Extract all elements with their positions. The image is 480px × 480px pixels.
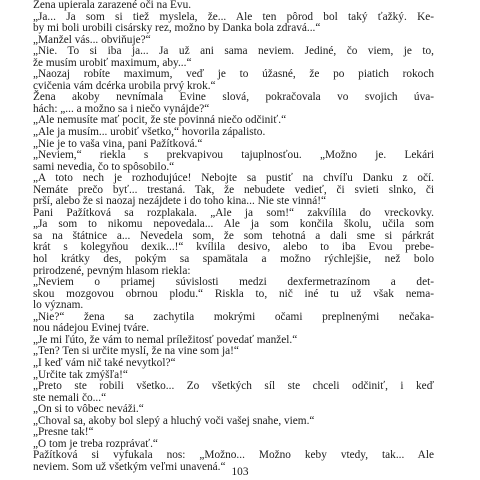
text-line: „Ja... Ja som si tiež myslela, že... Ale ten pôrod bol taký ťažký. Ke-: [33, 10, 434, 23]
text-line: Pani Pažítková sa rozplakala. „Ale ja som!“ zakvílila do vreckovky.: [33, 206, 434, 219]
text-line: hol krátky des, pokým sa spamätala a možno rýchlejšie, než bolo: [33, 253, 434, 266]
text-line: sa na štátnice a... Nevedela som, že som tehotná a dali sme si párkrát: [33, 229, 434, 242]
text-line: cvičenia vám dcérka urobila prvý krok.“: [33, 79, 216, 92]
text-line: lo význam.: [33, 299, 84, 312]
text-line: „O tom je treba rozprávať.“: [33, 437, 158, 450]
text-line: „Nie. To si iba ja... Ja už ani sama neviem. Jediné, čo viem, je to,: [33, 45, 434, 58]
text-line: „On si to vôbec neváži.“: [33, 403, 144, 416]
text-line: „Ale ja musím... urobiť všetko,“ hovorila zápalisto.: [33, 126, 266, 139]
text-line: „Ale nemusíte mať pocit, že ste povinná niečo odčiniť.“: [33, 114, 287, 127]
text-line: skou mozgovou obrnou plodu.“ Riskla to, nič iné tu už však nema-: [33, 287, 434, 300]
text-line: ste nemali čo...“: [33, 391, 107, 404]
text-line: „Neviem,“ riekla s prekvapivou tajuplnosťou. „Možno je. Lekári: [33, 149, 434, 162]
text-line: „Ten? Ten si určite myslí, že na vine som ja!“: [33, 345, 239, 358]
text-line: by mi boli urobili cisársky rez, možno by Danka bola zdravá...“: [33, 22, 321, 35]
text-line: „Naozaj robíte maximum, veď je to úžasné, že po piatich rokoch: [33, 68, 434, 81]
text-line: „Neviem o priamej súvislosti medzi dexfermetrazínom a det-: [33, 276, 434, 289]
text-line: že musím urobiť maximum, aby...“: [33, 56, 192, 69]
text-line: Nemáte prečo byť... trestaná. Tak, že nebudete vedieť, či svieti slnko, či: [33, 183, 434, 196]
text-line: nou nádejou Evinej tváre.: [33, 322, 150, 335]
text-line: prirodzené, pevným hlasom riekla:: [33, 264, 191, 277]
text-line: Žena upierala zarazené oči na Evu.: [33, 0, 192, 11]
text-line: „A toto nech je rozhodujúce! Nebojte sa pustiť na chvíľu Danku z očí.: [33, 172, 434, 185]
text-line: „Manžel vás... obviňuje?“: [33, 33, 151, 46]
text-line: „Je mi ľúto, že vám to nemal príležitosť povedať manžel.“: [33, 333, 298, 346]
text-line: „I keď vám nič také nevytkol?“: [33, 356, 176, 369]
text-line: Pažítková si vyfukala nos: „Možno... Možno keby vtedy, tak... Ale: [33, 449, 434, 462]
text-line: hách: „... a možno sa i niečo vynájde?“: [33, 102, 210, 115]
body-text: [33, 0, 434, 473]
text-line: Žena akoby nevnímala Evine slová, pokračovala vo svojich úva-: [33, 91, 434, 104]
text-line: „Choval sa, akoby bol slepý a hluchý voči vašej snahe, viem.“: [33, 414, 315, 427]
text-line: „Nie?“ žena sa zachytila mokrými očami preplnenými nečaka-: [33, 310, 434, 323]
text-line: neviem. Som už všetkým veľmi unavená.“: [33, 460, 226, 473]
text-line: krát s kolegyňou dexik...!“ kvílila desivo, alebo to iba Evou prebe-: [33, 241, 434, 254]
text-line: „Určite tak zmýšľa!“: [33, 368, 128, 381]
text-line: „Ja som to nikomu nepovedala... Ale ja som končila školu, učila som: [33, 218, 434, 231]
page-number: 103: [231, 466, 249, 478]
text-line: „Preto ste robili všetko... Zo všetkých síl ste chceli odčiniť, i keď: [33, 380, 434, 393]
text-line: prší, alebo že si naozaj nezájdete i do toho kina... Nie ste vinná!“: [33, 195, 326, 208]
text-line: „Nie je to vaša vina, pani Pažítková.“: [33, 137, 203, 150]
text-line: „Presne tak!“: [33, 426, 94, 439]
text-line: sami nevedia, čo to spôsobilo.“: [33, 160, 175, 173]
